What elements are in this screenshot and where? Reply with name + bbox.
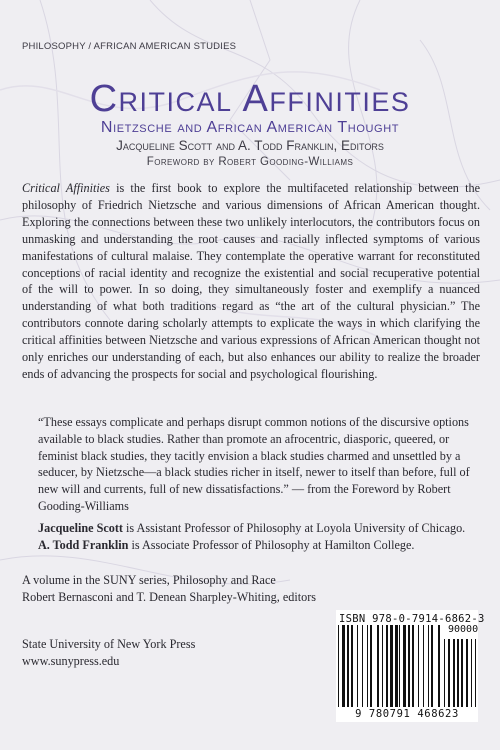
ean-number: 9 780791 468623 bbox=[355, 708, 459, 720]
isbn-number: ISBN 978-0-7914-6862-3 bbox=[339, 613, 485, 625]
foreword-line: Foreword by Robert Gooding-Williams bbox=[146, 156, 354, 168]
editors-conjunction: and bbox=[215, 138, 235, 153]
addon-barcode-bars bbox=[444, 639, 478, 707]
description-title: Critical Affinities bbox=[22, 181, 110, 195]
editor-name: Jacqueline Scott bbox=[116, 138, 213, 153]
series-info bbox=[22, 572, 316, 606]
blurb-quote: “These essays complicate and perhaps disrupt common notions of the discursive options available to black studies. Rather than promote an afrocentric, diasporic, queered, or feminist black studies, they tacitly envision a black studies charmed and unsettled by a seducer, by Nietzsche—a black studies richer in itself, newer to itself than before, full of new will and currents, full of new dissatisfactions.” — from the Foreword by Robert Gooding-Williams bbox=[38, 415, 470, 513]
bio-name: Jacqueline Scott bbox=[38, 521, 123, 535]
author-bios bbox=[38, 520, 480, 554]
editor-name: A. Todd Franklin bbox=[237, 138, 334, 153]
ean-barcode-bars bbox=[338, 625, 443, 707]
publisher-name: State University of New York Press bbox=[22, 637, 196, 651]
addon-number: 90000 bbox=[448, 624, 479, 635]
bio-name: A. Todd Franklin bbox=[38, 537, 129, 552]
book-title: Critical Affinities bbox=[89, 78, 411, 120]
category-label: PHILOSOPHY / AFRICAN AMERICAN STUDIES bbox=[22, 41, 237, 52]
description-text: is the first book to explore the multifaceted relationship between the philosophy of Friedrich Nietzsche and various dimensions of African American thought. Exploring the connections between these two unlikely interlocutors, the contributors focus on unmasking and understanding the root causes and racially inflected symptoms of various manifestations of cultural malaise. They contemplate the operative warrant for reconstituted conceptions of racial identity and recognize the existential and social recuperative potential of the will to power. In so doing, they simultaneously foster and exemplify a nuanced understanding of what both traditions regard as “the art of the cultural physician.” The contributors connote daring scholarly attempts to explicate the ways in which clarifying the critical affinities between Nietzsche and various expressions of African American thought not only enriches our understanding of each, but also enhances our ability to realize the broader ends of advancing the prospects for social and psychological flourishing. bbox=[22, 181, 480, 381]
bio-text: is Associate Professor of Philosophy at Hamilton College. bbox=[128, 537, 415, 552]
editors-suffix: , Editors bbox=[333, 138, 384, 153]
editors-line bbox=[0, 138, 500, 153]
publisher-info bbox=[22, 636, 195, 670]
barcode bbox=[336, 610, 485, 722]
bio-text: is Assistant Professor of Philosophy at Loyola University of Chicago. bbox=[122, 521, 466, 535]
series-editors: Robert Bernasconi and T. Denean Sharpley-Whiting, editors bbox=[22, 589, 316, 604]
series-line: A volume in the SUNY series, Philosophy and Race bbox=[22, 573, 276, 587]
publisher-url: www.sunypress.edu bbox=[22, 654, 120, 668]
book-description bbox=[22, 180, 480, 383]
book-subtitle: Nietzsche and African American Thought bbox=[100, 119, 400, 136]
